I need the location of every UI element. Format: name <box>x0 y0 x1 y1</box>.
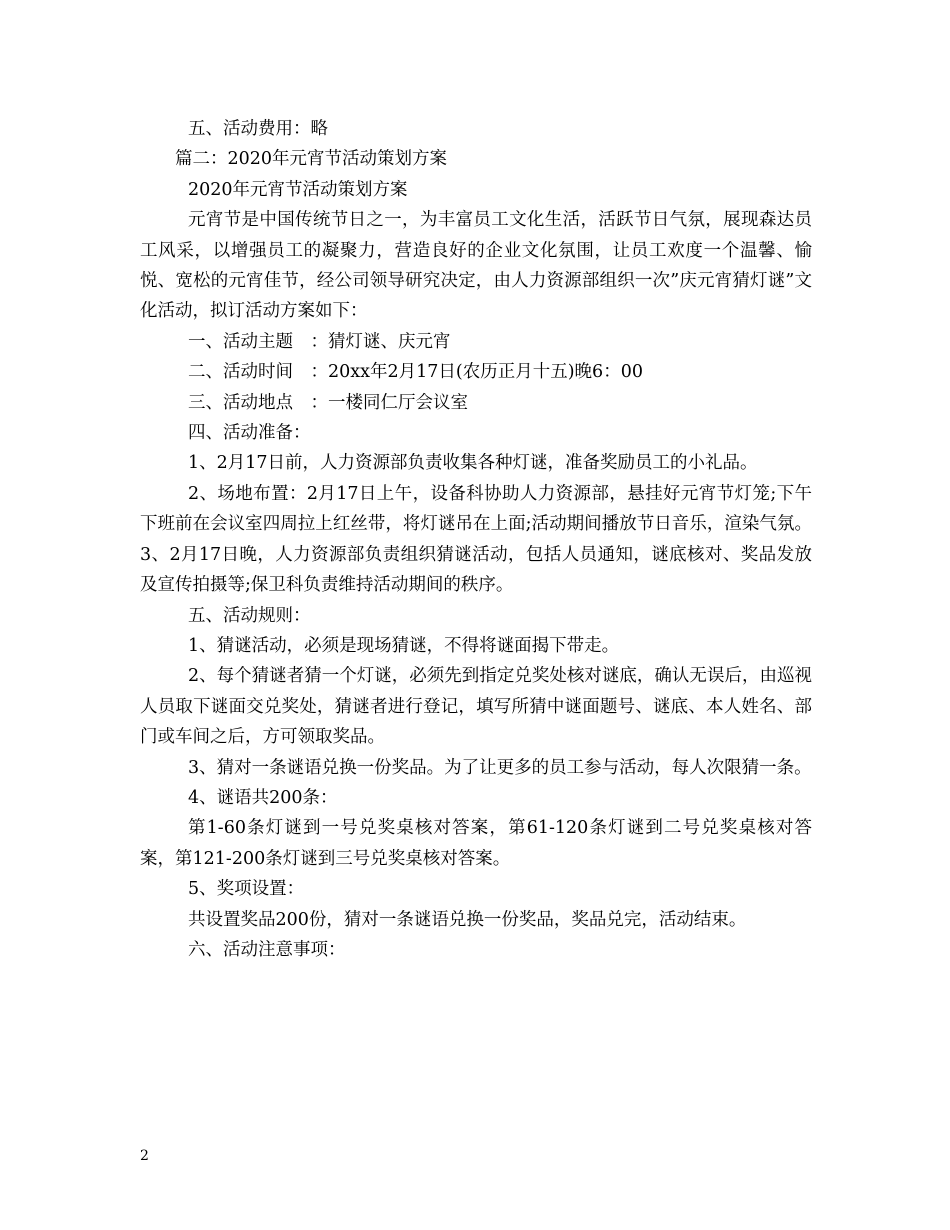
paragraph-rule-2: 2、每个猜谜者猜一个灯谜，必须先到指定兑奖处核对谜底，确认无误后，由巡视人员取下谜面交兑奖处，猜谜者进行登记，填写所猜中谜面题号、谜底、本人姓名、部门或车间之后，方可领取奖品。 <box>140 666 812 748</box>
document-body <box>140 114 812 965</box>
paragraph-rule-5-detail: 共设置奖品200份，猜对一条谜语兑换一份奖品，奖品兑完，活动结束。 <box>188 909 747 930</box>
paragraph-rule-1: 1、猜谜活动，必须是现场猜谜，不得将谜面揭下带走。 <box>188 635 620 656</box>
paragraph-notes-heading: 六、活动注意事项： <box>188 939 346 960</box>
paragraph-activity-location: 三、活动地点 ：一楼同仁厅会议室 <box>188 392 468 413</box>
paragraph-preparation-item-2: 2、场地布置：2月17日上午，设备科协助人力资源部，悬挂好元宵节灯笼;下午下班前在会议室四周拉上红丝带，将灯谜吊在上面;活动期间播放节日音乐，渲染气氛。3、2月17日晚，人力资源部负责组织猜谜活动，包括人员通知，谜底核对、奖品发放及宣传拍摄等;保卫科负责维持活动期间的秩序。 <box>140 483 812 596</box>
paragraph-preparation-item-1: 1、2月17日前，人力资源部负责收集各种灯谜，准备奖励员工的小礼品。 <box>188 453 758 474</box>
paragraph-introduction: 元宵节是中国传统节日之一，为丰富员工文化生活，活跃节日气氛，展现森达员工风采，以增强员工的凝聚力，营造良好的企业文化氛围，让员工欢度一个温馨、愉悦、宽松的元宵佳节，经公司领导研究决定，由人力资源部组织一次”庆元宵猜灯谜”文化活动，拟订活动方案如下： <box>140 210 812 322</box>
paragraph-plan-title: 2020年元宵节活动策划方案 <box>188 179 408 200</box>
paragraph-preparation-heading: 四、活动准备： <box>188 423 311 444</box>
paragraph-activity-time: 二、活动时间 ：20xx年2月17日(农历正月十五)晚6：00 <box>188 362 643 383</box>
paragraph-rules-heading: 五、活动规则： <box>188 605 311 626</box>
paragraph-rule-4-detail: 第1-60条灯谜到一号兑奖桌核对答案，第61-120条灯谜到二号兑奖桌核对答案，第121-200条灯谜到三号兑奖桌核对答案。 <box>140 818 812 869</box>
page-number: 2 <box>140 1148 149 1164</box>
paragraph-section-two-heading: 篇二：2020年元宵节活动策划方案 <box>175 149 448 170</box>
paragraph-expense: 五、活动费用：略 <box>188 119 328 139</box>
paragraph-activity-theme: 一、活动主题 ：猜灯谜、庆元宵 <box>188 331 451 352</box>
paragraph-rule-3: 3、猜对一条谜语兑换一份奖品。为了让更多的员工参与活动，每人次限猜一条。 <box>188 757 812 778</box>
paragraph-rule-5: 5、奖项设置： <box>188 879 305 900</box>
paragraph-rule-4: 4、谜语共200条： <box>188 787 338 808</box>
